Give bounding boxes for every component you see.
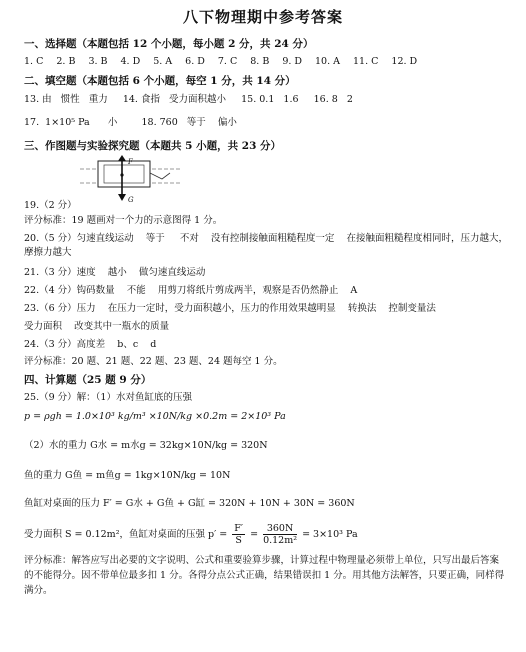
- q20-line: 20.（5 分）匀速直线运动 等于 不对 没有控制接触面粗糙程度一定 在接触面粗糙程度相同时，压力越大，摩擦力越大: [24, 233, 509, 258]
- choice-answer: 10. A: [315, 56, 341, 67]
- choice-answer: 3. B: [88, 56, 108, 67]
- section2-line1: 13. 由 惯性 重力 14. 食指 受力面积越小 15. 0.1 1.6 16. 8 2: [24, 94, 353, 105]
- choice-answer: 8. B: [250, 56, 270, 67]
- section2-line2: 17. 1×10⁵ Pa 小 18. 760 等于 偏小: [24, 117, 237, 128]
- choice-answer: 7. C: [217, 56, 238, 67]
- q23-line: 23.（6 分）压力 在压力一定时，受力面积越小，压力的作用效果越明显 转换法 控制变量法: [24, 303, 436, 314]
- equation-tank-force: 鱼缸对桌面的压力 F′ = G水 + G鱼 + G缸 = 320N + 10N + 30N = 360N: [24, 498, 355, 509]
- q23-line-continued: 受力面积 改变其中一瓶水的质量: [24, 321, 170, 332]
- equation-fish-weight: 鱼的重力 G鱼 = m鱼g = 1kg×10N/kg = 10N: [24, 470, 231, 481]
- q21-line: 21.（3 分）速度 越小 做匀速直线运动: [24, 267, 206, 278]
- force-label-g: G: [128, 196, 134, 204]
- choice-answer: 12. D: [391, 56, 418, 67]
- section3-heading: 三、作图题与实验探究题（本题共 5 小题，共 23 分）: [24, 140, 282, 152]
- section2-heading: 二、填空题（本题包括 6 个小题，每空 1 分，共 14 分）: [24, 75, 296, 87]
- q24-scoring-note: 评分标准：20 题、21 题、22 题、23 题、24 题每空 1 分。: [24, 356, 283, 367]
- section1-answers: [24, 56, 430, 68]
- eq5-result: = 3×10³ Pa: [302, 529, 358, 540]
- choice-answer: 6. D: [185, 56, 205, 67]
- equation-tank-pressure: [24, 523, 358, 546]
- choice-answer: 4. D: [120, 56, 141, 67]
- fraction-360-over-012: [263, 523, 297, 546]
- force-diagram-figure: [80, 155, 180, 205]
- frac1-numerator: F′: [234, 523, 244, 534]
- q22-line: 22.（4 分）钩码数量 不能 用剪刀将纸片剪成两半，观察是否仍然静止 A: [24, 285, 358, 296]
- section4-scoring-note: 评分标准：解答应写出必要的文字说明、公式和重要验算步骤，计算过程中物理量必须带上单位，只写出最后答案的不能得分。因不带单位最多扣 1 分。各得分点公式正确，结果错误扣 1 分。用其他方法解答，只要正确，同样得满分。: [24, 555, 505, 596]
- section1-heading: 一、选择题（本题包括 12 个小题，每小题 2 分，共 24 分）: [24, 38, 314, 50]
- q19-scoring-note: 评分标准：19 题画对一个力的示意图得 1 分。: [24, 215, 223, 226]
- choice-answer: 1. C: [24, 56, 44, 67]
- choice-answer: 9. D: [282, 56, 303, 67]
- frac2-numerator: 360N: [263, 523, 297, 535]
- page-title: 八下物理期中参考答案: [182, 8, 343, 26]
- q25-intro: 25.（9 分）解：（1）水对鱼缸底的压强: [24, 392, 192, 403]
- eq5-prefix: 受力面积 S = 0.12m²，鱼缸对桌面的压强 p′ =: [24, 529, 228, 540]
- equation-pressure-water: p = ρgh = 1.0×10³ kg/m³ ×10N/kg ×0.2m = 2×10³ Pa: [24, 411, 286, 422]
- force-label-f: F: [128, 158, 133, 166]
- equation-water-weight: （2）水的重力 G水 = m水g = 32kg×10N/kg = 320N: [24, 440, 268, 451]
- frac1-denominator: S: [235, 535, 242, 546]
- choice-answer: 2. B: [56, 56, 76, 67]
- choice-answer: 5. A: [153, 56, 173, 67]
- fraction-f-over-s: [232, 523, 245, 546]
- section4-heading: 四、计算题（25 题 9 分）: [24, 374, 152, 386]
- eq5-equals: =: [250, 529, 259, 540]
- frac2-denominator: 0.12m²: [263, 535, 298, 546]
- q24-line: 24.（3 分）高度差 b、c d: [24, 339, 157, 350]
- q19-line: 19.（2 分）: [24, 200, 77, 211]
- choice-answer: 11. C: [353, 56, 379, 67]
